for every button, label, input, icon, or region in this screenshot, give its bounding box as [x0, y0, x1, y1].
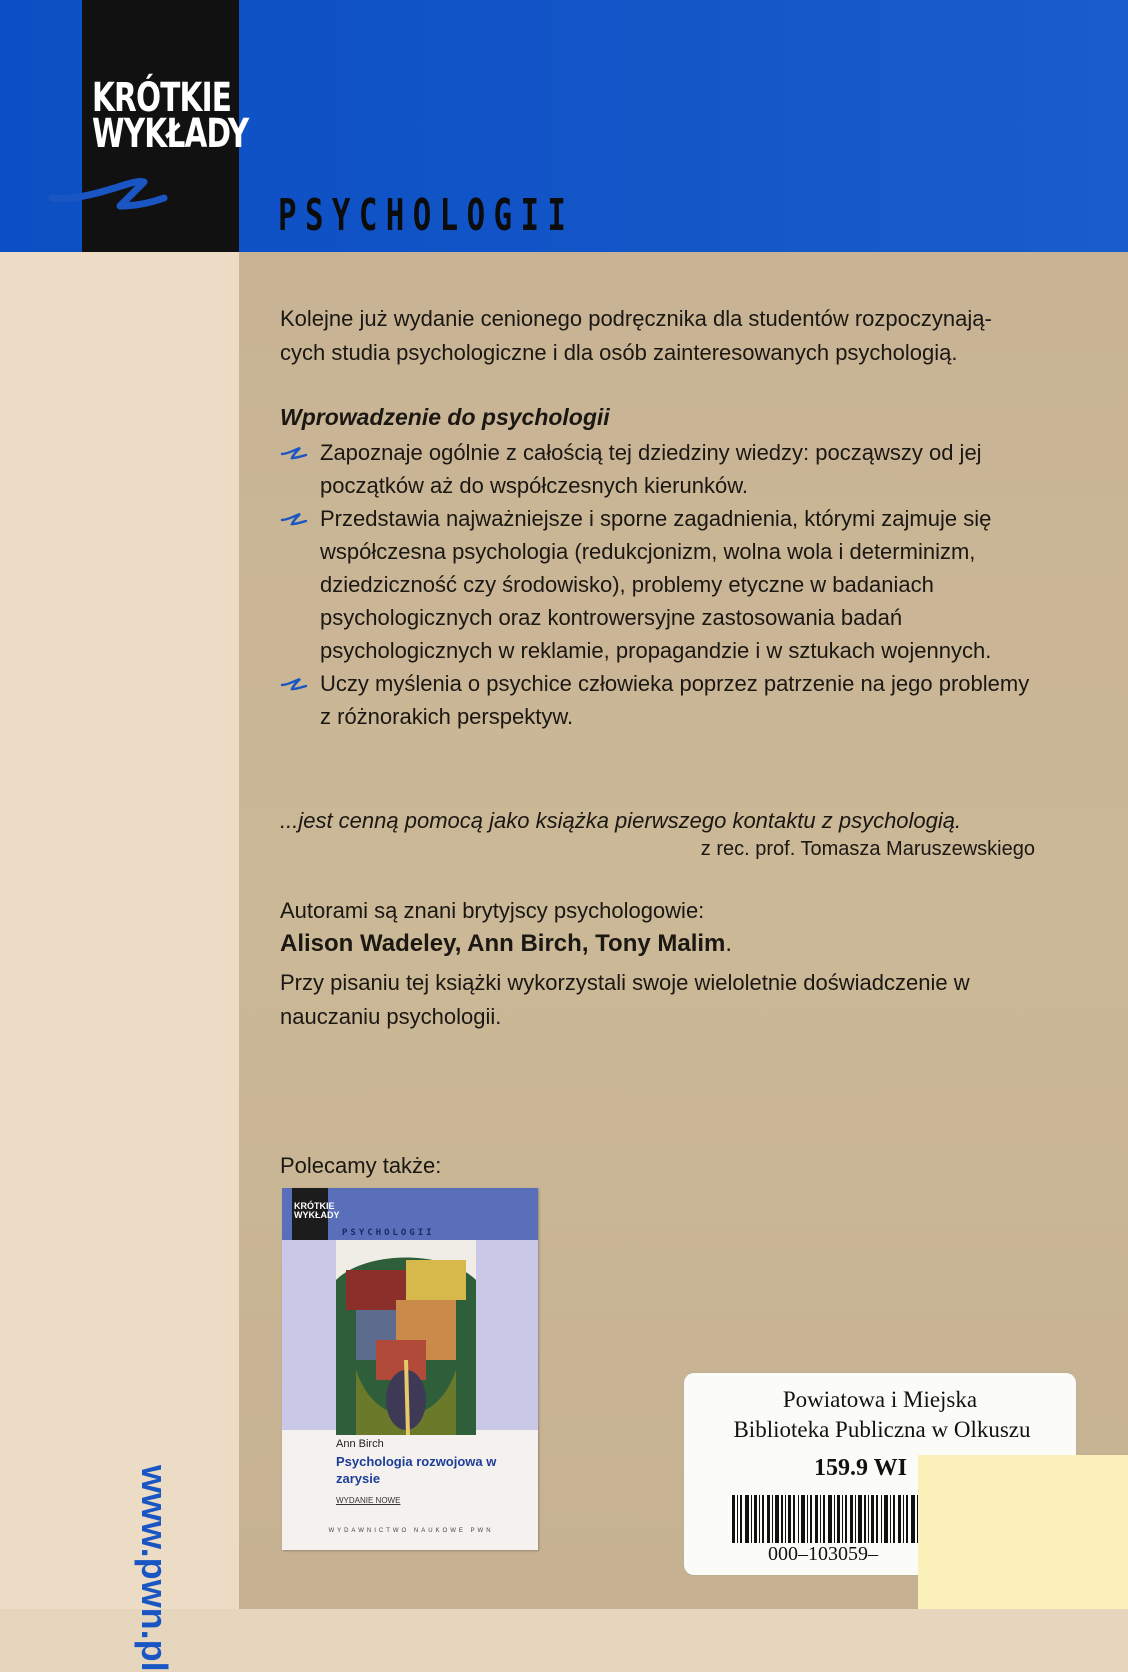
quote-source: z rec. prof. Tomasza Maruszewskiego	[700, 838, 1035, 860]
book-title: Psychologia rozwojowa w zarysie	[336, 1454, 497, 1486]
bullet-text: Zapoznaje ogólnie z całością tej dziedziny wiedzy: począwszy od jej początków aż do współczesnych kierunków.	[320, 440, 982, 498]
bullet-swirl-icon	[280, 444, 308, 462]
series-logo	[92, 75, 249, 157]
publisher-website[interactable]: www.pwn.pl	[134, 1465, 175, 1672]
bullet-swirl-icon	[280, 510, 308, 528]
recommended-book-cover[interactable]	[282, 1188, 538, 1550]
intro-line-1: Kolejne już wydanie cenionego podręcznika dla studentów rozpoczynają-	[280, 306, 992, 331]
authors-lead: Autorami są znani brytyjscy psychologowie:	[280, 898, 705, 923]
intro-text	[280, 302, 1060, 370]
book-logo	[294, 1202, 340, 1220]
swirl-logo-icon	[48, 172, 168, 222]
library-name-line-2: Biblioteka Publiczna w Olkuszu	[733, 1417, 1031, 1442]
bullet-text: Przedstawia najważniejsze i sporne zagadnienia, którymi zajmuje się współczesna psychologia (redukcjonizm, wolna wola i determinizm, dziedziczność czy środowisko), problemy etyczne w badaniach psychologicznych oraz kontrowersyjne zastosowania badań psychologicznych w reklamie, propagandzie i w sztukach wojennych.	[320, 506, 992, 663]
section-heading: Wprowadzenie do psychologii	[280, 404, 610, 430]
intro-line-2: cych studia psychologiczne i dla osób zainteresowanych psychologią.	[280, 340, 958, 365]
series-title: PSYCHOLOGII	[278, 190, 575, 241]
bullet-text: Uczy myślenia o psychice człowieka poprzez patrzenie na jego problemy z różnorakich perspektyw.	[320, 671, 1030, 729]
bullet-list	[280, 436, 1040, 733]
library-inventory-code: 000–103059–	[768, 1543, 878, 1565]
list-item	[280, 436, 1040, 502]
book-edition: WYDANIE NOWE	[336, 1496, 401, 1505]
authors-names-end: .	[725, 930, 733, 957]
book-cover-artwork	[336, 1240, 476, 1435]
review-quote: ...jest cenną pomocą jako książka pierwszego kontaktu z psychologią.	[280, 808, 962, 833]
book-publisher: WYDAWNICTWO NAUKOWE PWN	[328, 1528, 494, 1534]
authors-names-text: Alison Wadeley, Ann Birch, Tony Malim	[280, 930, 726, 957]
bullet-swirl-icon	[280, 675, 308, 693]
book-author: Ann Birch	[336, 1438, 384, 1450]
recommend-label: Polecamy także:	[280, 1153, 442, 1178]
book-series: PSYCHOLOGII	[342, 1228, 435, 1238]
sticky-note	[918, 1455, 1128, 1609]
library-name-line-1: Powiatowa i Miejska	[782, 1387, 978, 1412]
logo-line-1: KRÓTKIE	[92, 75, 232, 121]
authors-description: Przy pisaniu tej książki wykorzystali swoje wieloletnie doświadczenie w nauczaniu psychologii.	[280, 970, 970, 1029]
book-logo-line-2: WYKŁADY	[294, 1210, 340, 1220]
list-item	[280, 502, 1040, 667]
logo-line-2: WYKŁADY	[92, 111, 249, 157]
authors-names	[280, 930, 732, 958]
list-item	[280, 667, 1040, 733]
left-strip	[0, 252, 239, 1609]
library-class-mark: 159.9 WI	[814, 1455, 907, 1481]
book-logo-line-1: KRÓTKIE	[294, 1201, 335, 1211]
